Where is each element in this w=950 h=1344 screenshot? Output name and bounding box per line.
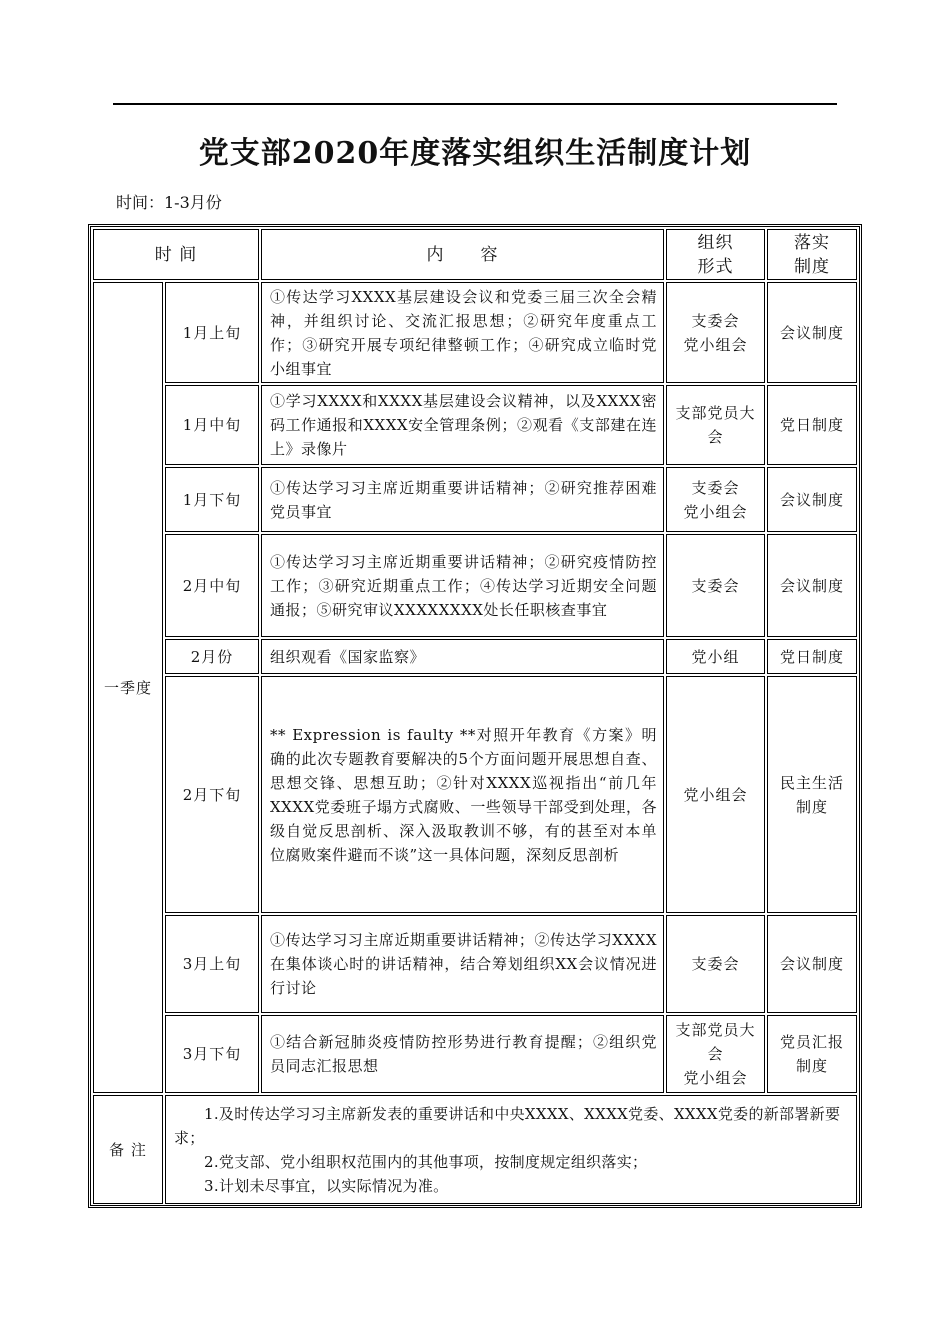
row-1-content: ①传达学习XXXX基层建设会议和党委三届三次全会精神，并组织讨论、交流汇报思想；②研究年度重点工作；③研究开展专项纪律整顿工作；④研究成立临时党小组事宜 [261,282,664,383]
row-8-system: 党员汇报 制度 [767,1015,857,1093]
top-rule [113,103,837,105]
row-1-system: 会议制度 [767,282,857,383]
note-1: 1.及时传达学习习主席新发表的重要讲话和中央XXXX、XXXX党委、XXXX党委的新部署新要求； [174,1105,841,1147]
row-7-time: 3月上旬 [165,915,259,1013]
row-3-form: 支委会 党小组会 [666,467,765,532]
note-3: 3.计划未尽事宜，以实际情况为准。 [204,1177,449,1195]
row-4-time: 2月中旬 [165,534,259,637]
period-label: 时间：1-3月份 [116,193,222,212]
row-2-time: 1月中旬 [165,385,259,465]
document-title: 党支部2020年度落实组织生活制度计划 [198,136,752,171]
note-2: 2.党支部、党小组职权范围内的其他事项，按制度规定组织落实； [204,1153,648,1171]
row-2-system: 党日制度 [767,385,857,465]
row-2-content: ①学习XXXX和XXXX基层建设会议精神，以及XXXX密码工作通报和XXXX安全管理条例；②观看《支部建在连上》录像片 [261,385,664,465]
row-2-form: 支部党员大会 [666,385,765,465]
quarter-cell: 一季度 [93,282,163,1093]
row-6-time: 2月下旬 [165,676,259,913]
row-4-content: ①传达学习习主席近期重要讲话精神；②研究疫情防控工作；③研究近期重点工作；④传达学习近期安全问题通报；⑤研究审议XXXXXXXX处长任职核查事宜 [261,534,664,637]
row-5-content: 组织观看《国家监察》 [261,639,664,674]
row-6-form: 党小组会 [666,676,765,913]
row-4-form: 支委会 [666,534,765,637]
row-7-form: 支委会 [666,915,765,1013]
header-time: 时 间 [93,229,259,280]
row-3-system: 会议制度 [767,467,857,532]
row-5-time: 2月份 [165,639,259,674]
header-system: 落实 制度 [767,229,857,280]
row-8-form: 支部党员大会 党小组会 [666,1015,765,1093]
notes-content [165,1095,857,1204]
row-3-content: ①传达学习习主席近期重要讲话精神；②研究推荐困难党员事宜 [261,467,664,532]
row-4-system: 会议制度 [767,534,857,637]
row-8-content: ①结合新冠肺炎疫情防控形势进行教育提醒；②组织党员同志汇报思想 [261,1015,664,1093]
header-content: 内 容 [261,229,664,280]
row-6-system: 民主生活 制度 [767,676,857,913]
row-7-system: 会议制度 [767,915,857,1013]
row-6-content: ** Expression is faulty **对照开年教育《方案》明确的此次专题教育要解决的5个方面问题开展思想自查、思想交锋、思想互助；②针对XXXX巡视指出“前几年XXXX党委班子塌方式腐败、一些领导干部受到处理，各级自觉反思剖析、深入汲取教训不够，有的甚至对本单位腐败案件避而不谈”这一具体问题，深刻反思剖析 [261,676,664,913]
row-1-form: 支委会 党小组会 [666,282,765,383]
notes-label: 备 注 [93,1095,163,1204]
header-form: 组织 形式 [666,229,765,280]
row-5-form: 党小组 [666,639,765,674]
row-8-time: 3月下旬 [165,1015,259,1093]
row-1-time: 1月上旬 [165,282,259,383]
row-3-time: 1月下旬 [165,467,259,532]
row-5-system: 党日制度 [767,639,857,674]
row-7-content: ①传达学习习主席近期重要讲话精神；②传达学习XXXX在集体谈心时的讲话精神，结合筹划组织XX会议情况进行讨论 [261,915,664,1013]
